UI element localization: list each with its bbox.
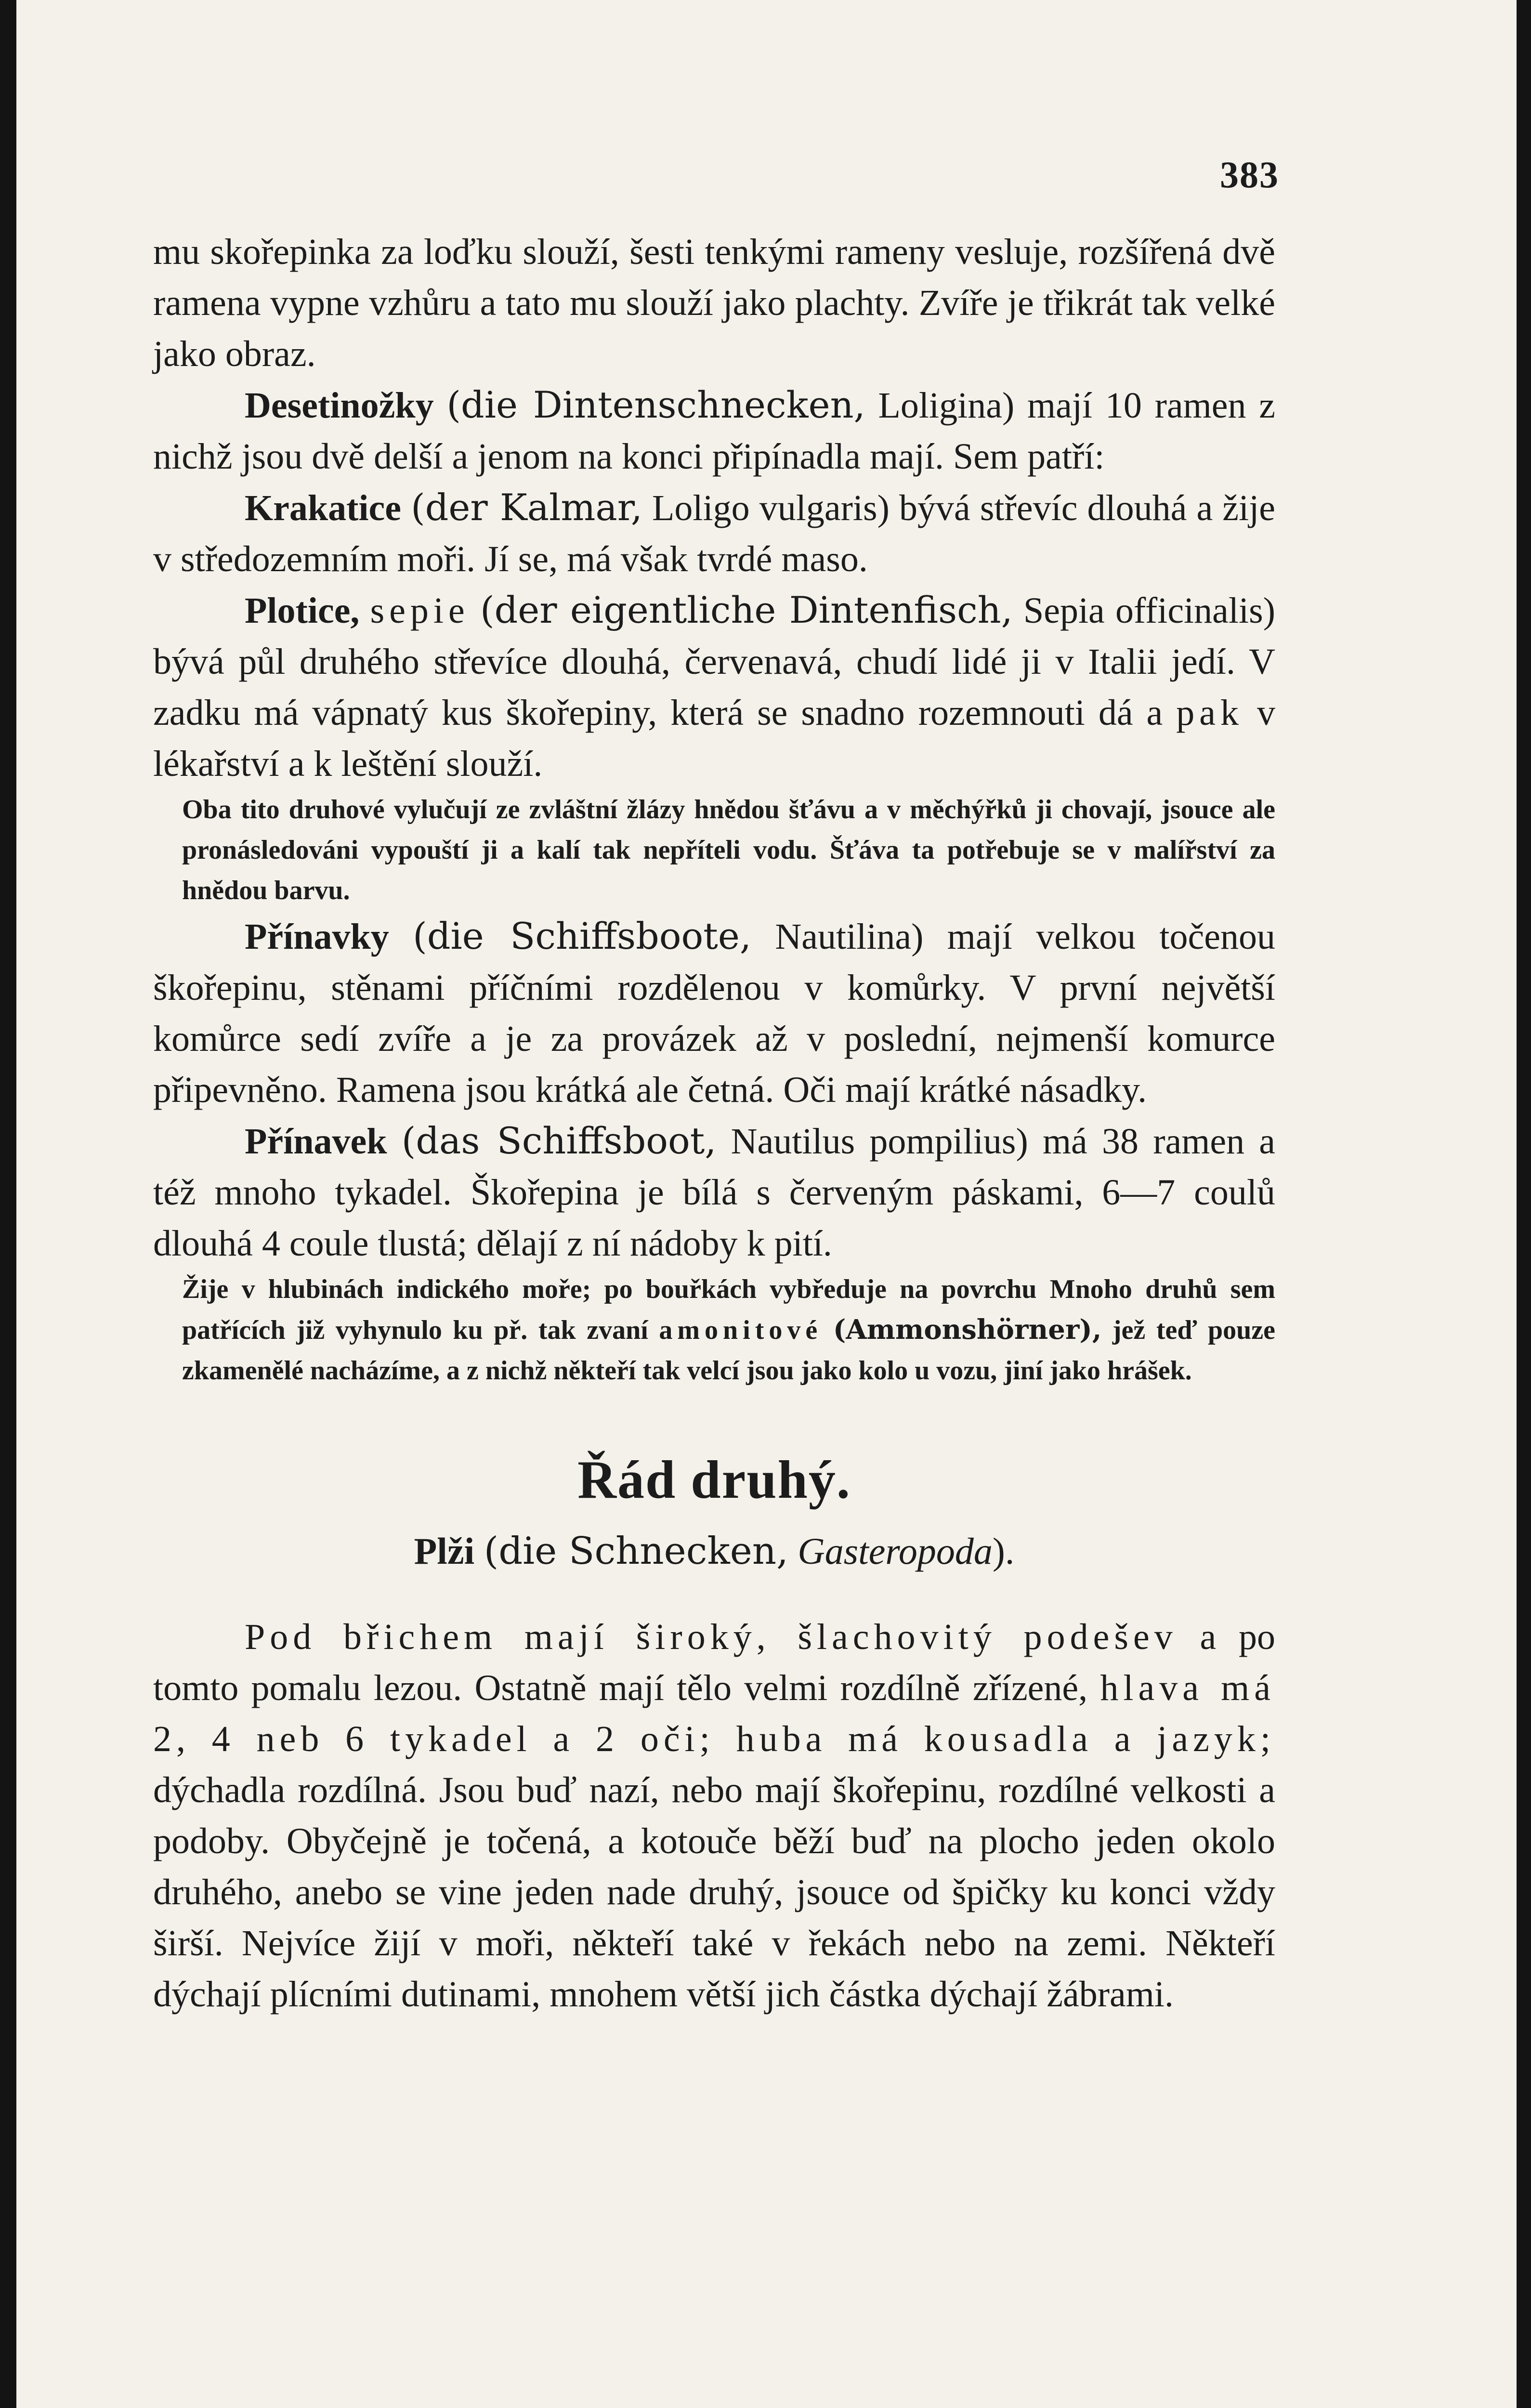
section-heading: Řád druhý. [577,1450,851,1510]
paragraph-text: Loligo vulgaris) bývá střevíc dlouhá a žije v středozemním moři. Jí se, má však tvrdé maso. [153,488,1275,579]
paragraph-text: mu skořepinka za loďku slouží, šesti tenkými rameny vesluje, rozšířená dvě ramena vypne vzhůru a tato mu slouží jako plachty. Zvíře je třikrát tak velké jako obraz. [153,232,1275,374]
term-plotice: Plotice, [245,590,360,631]
paragraph-plotice [153,585,1275,789]
footnote-text: Oba tito druhové vylučují ze zvláštní žlázy hnědou šťávu a v měchýřků ji chovají, jsouce ale pronásledováni vypouští ji a kalí tak nepříteli vodu. Šťáva ta potřebuje se v malířství za hnědou barvu. [182,795,1275,905]
latin-name: Gasteropoda [798,1530,993,1572]
scan-edge-left [0,0,16,2408]
subheading-close: ). [992,1530,1015,1572]
term-prinavek: Přínavek [245,1121,387,1162]
paragraph-text: Nautilus pompilius) má 38 ramen a též mnoho tykadel. Škořepina je bílá s červeným páskami, 6—7 coulů dlouhá 4 coule tlustá; dělají z ní nádoby k pití. [153,1121,1276,1264]
term-krakatice: Krakatice [245,488,402,528]
paragraph-krakatice [153,482,1275,585]
body-text [153,226,1275,2020]
paragraph-text: a po tomto pomalu lezou. Ostatně mají tělo velmi rozdílně zřízené, [153,1617,1276,1708]
paragraph-text-end: v lékařství a k leštění slouží. [153,693,1276,784]
spaced-word: pak [1176,693,1244,733]
paragraph-desetinozky [153,380,1275,482]
paragraph-text: Loligina) mají 10 ramen z nichž jsou dvě delší a jenom na konci připínadla mají. Sem patří: [153,385,1276,477]
scan-edge-right [1517,0,1531,2408]
footnote-nautilus [153,1269,1275,1391]
paragraph-prinavky [153,911,1275,1115]
term-desetinozky: Desetinožky [245,385,434,426]
paragraph-text-end: dýchadla rozdílná. Jsou buď nazí, nebo mají škořepinu, rozdílné velkosti a podoby. Obyčejně je točená, a kotouče běží buď na plocho jeden okolo druhého, anebo se vine jeden nade druhý, jsouce od špičky ku konci vždy širší. Nejvíce žijí v moři, někteří také v řekách nebo na zemi. Někteří dýchají plícními dutinami, mnohem větší jich částka dýchají žábrami. [153,1770,1275,2015]
spaced-word: sepie [370,590,470,631]
german-name: (die Schnecken, [484,1530,788,1573]
german-name: (die Schiffsboote, [413,915,751,957]
paragraph-text: Sepia officinalis) bývá půl druhého střevíce dlouhá, červenavá, chudí lidé ji v Italii jedí. V zadku má vápnatý kus škořepiny, která se snadno rozemnouti dá a [153,590,1276,733]
german-name: (Ammonshörner), [833,1314,1102,1346]
spaced-text: hlava má 2, 4 neb 6 tykadel a 2 oči; huba má kousadla a jazyk; [153,1668,1275,1759]
footnote-text: Žije v hlubinách indického moře; po bouřkách vybředuje na povrchu Mnoho druhů sem patřících již vyhynulo ku př. tak zvaní [182,1274,1275,1345]
section-subheading [153,1525,1275,1578]
subheading-term: Plži [414,1530,475,1572]
footnote-sepie [153,789,1275,911]
paragraph-text: Nautilina) mají velkou točenou škořepinu, stěnami příčními rozdělenou v komůrky. V první největší komůrce sedí zvíře a je za provázek až v poslední, nejmenší komurce připevněno. Ramena jsou krátká ale četná. Oči mají krátké násadky. [153,916,1276,1110]
german-name: (der eigentliche Dintenfisch, [480,589,1013,631]
footnote-text-end: jež teď pouze zkamenělé nacházíme, a z nichž někteří tak velcí jsou jako kolo u vozu, jiní jako hrášek. [182,1315,1276,1386]
spaced-text: Pod břichem mají široký, šlachovitý podešev [245,1617,1178,1657]
text-column [153,0,1279,2408]
page-number: 383 [1220,154,1279,196]
paragraph-prinavek [153,1115,1275,1269]
german-name: (die Dintenschnecken, [446,383,865,426]
german-name: (das Schiffsboot, [401,1119,717,1162]
paragraph-plzi [153,1611,1275,2020]
term-prinavky: Přínavky [245,916,389,957]
paragraph-continuation [153,226,1275,380]
spaced-word: amonitové [659,1315,823,1345]
german-name: (der Kalmar, [411,486,642,529]
